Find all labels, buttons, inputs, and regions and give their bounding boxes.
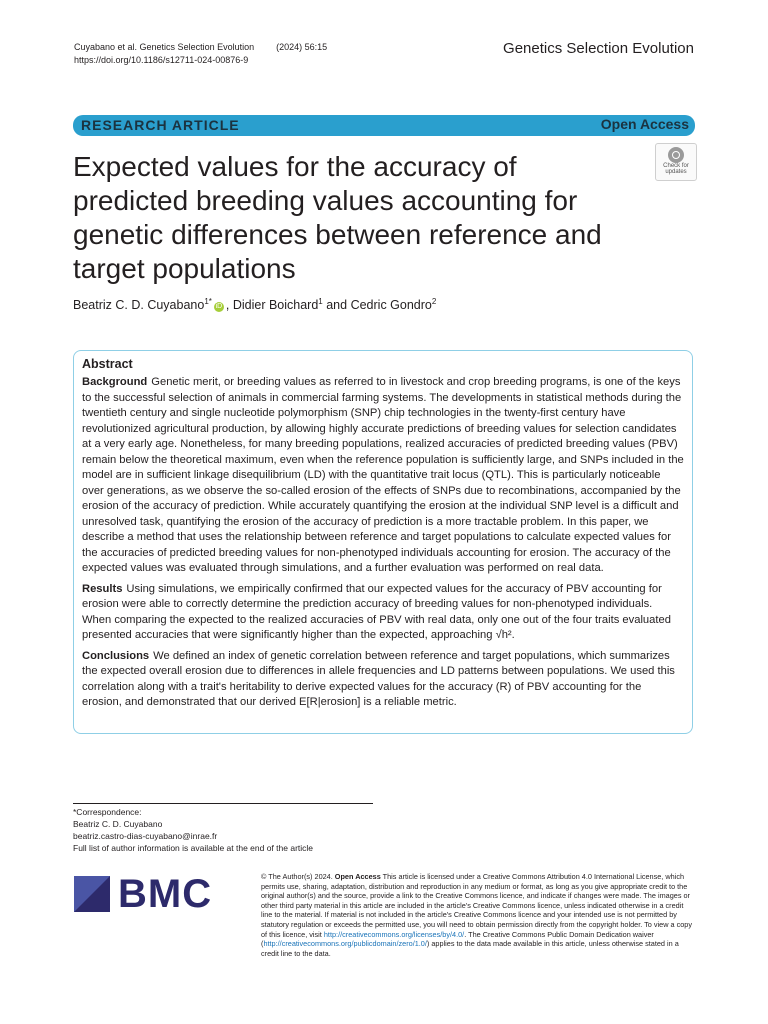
author-1[interactable]: Beatriz C. D. Cuyabano — [73, 298, 205, 313]
doi-link[interactable]: https://doi.org/10.1186/s12711-024-00876-9 — [74, 55, 249, 65]
license-body: This article is licensed under a Creative Commons Attribution 4.0 International License, which permits use, sharing, adaptation, distribution and reproduction in any medium or format, as long as you give appropriate credit to the original author(s) and the source, provide a link to the Creative Commons licence, and indicate if changes were made. The images or other third party material in this article are included in the article's Creative Commons licence, unless indicated otherwise in a credit line to the material. If material is not included in the article's Creative Commons licence and your intended use is not permitted by statutory regulation or exceeds the permitted use, you will need to obtain permission directly from the copyright holder. To view a copy of this licence, visit — [261, 872, 693, 939]
background-label: Background — [82, 376, 148, 388]
correspondence-name: Beatriz C. D. Cuyabano — [73, 819, 163, 829]
results-text: Using simulations, we empirically confirmed that our expected values for the accuracy of PBV accounting for erosion were able to correctly determine the prediction accuracy of breeding values for non-phenotyped individuals. When comparing the expected to the realized accuracies of PBV with real data, only one out of the four traits evaluated presented accuracies that were significantly higher than the expected, approaching √h². — [82, 582, 671, 641]
orcid-icon[interactable]: iD — [215, 303, 223, 311]
check-updates-line2: updates — [665, 169, 687, 175]
check-updates-line1: Check for — [663, 163, 689, 169]
license-cc0-link[interactable]: http://creativecommons.org/publicdomain/zero/1.0/ — [263, 939, 427, 949]
author-list: Beatriz C. D. Cuyabano$^{1*}$iD , Didier Boichard$^1$ and Cedric Gondro$^2$ — [73, 297, 437, 313]
correspondence-block — [73, 806, 313, 854]
running-header — [74, 41, 331, 67]
author-info-note: Full list of author information is available at the end of the article — [73, 843, 314, 853]
article-type: RESEARCH ARTICLE — [81, 117, 240, 133]
background-text: Genetic merit, or breeding values as referred to in livestock and crop breeding programs, is one of the keys to the successful selection of animals in commercial farming systems. The developments in statistical methods during the twentieth century and single nucleotide polymorphism (SNP) chip technologies in the twenty-first century have revolutionized agricultural production, by allowing highly accurate predictions of breeding values for selection candidates at a very early age. Nonetheless, for many breeding populations, realized accuracies of predicted breeding values (PBV) remain below the theoretical maximum, even when the reference population is sufficiently large, and SNPs included in the model are in sufficient linkage disequilibrium (LD) with the quantitative trait locus (QTL). This is particularly noticeable over generations, as we observe the so-called erosion of the effects of SNPs due to recombinations, accompanied by the erosion of the accuracy of prediction. While accurately quantifying the erosion at the individual SNP level is a difficult and unresolved task, quantifying the erosion of the accuracy of prediction is a more tractable problem. In this paper, we describe a method that uses the relationship between reference and target populations to calculate expected values for the accuracies of predicted breeding values for non-phenotyped individuals accounting for erosion. The accuracy of the expected values was evaluated through simulations, and a further evaluation was performed on real data. — [82, 376, 684, 574]
bmc-logo-text: BMC — [118, 872, 213, 916]
correspondence-label: *Correspondence: — [73, 807, 142, 817]
license-text — [261, 872, 694, 958]
correspondence-email[interactable]: beatriz.castro-dias-cuyabano@inrae.fr — [73, 831, 218, 841]
citation-authors: Cuyabano et al. Genetics Selection Evolution — [74, 42, 255, 52]
conclusions-label: Conclusions — [82, 649, 150, 662]
crossmark-icon — [668, 147, 684, 163]
conclusions-text: We defined an index of genetic correlation between reference and target populations, which summarizes the expected overall erosion due to differences in allele frequencies and LD patterns between populations. We used this correlation along with a trait's heritability to derive expected values for the accuracy (R) of PBV accounting for the erosion, and demonstrated that our derived E[R|erosion] is a reliable metric. — [82, 649, 675, 708]
author-2-affil: 1 — [318, 297, 323, 306]
bmc-logo — [74, 872, 214, 916]
abstract-conclusions — [82, 649, 684, 711]
abstract-heading: Abstract — [82, 357, 133, 371]
author-1-affil: 1* — [204, 297, 212, 306]
author-2[interactable]: Didier Boichard — [232, 298, 319, 313]
open-access-label: Open Access — [600, 116, 689, 132]
article-title: Expected values for the accuracy of predicted breeding values accounting for genetic differences between reference and target populations — [73, 151, 602, 284]
abstract-box — [73, 350, 693, 734]
author-3[interactable]: Cedric Gondro — [350, 298, 432, 313]
license-open-access: Open Access — [334, 872, 381, 881]
license-cc-by-link[interactable]: http://creativecommons.org/licenses/by/4.0/ — [323, 929, 465, 939]
license-body-3: ) applies to the data made available in this article, unless otherwise stated in a credit line to the data. — [261, 939, 679, 958]
footnote-divider — [73, 803, 373, 804]
article-type-banner — [73, 115, 695, 136]
results-label: Results — [82, 582, 123, 595]
journal-name: Genetics Selection Evolution — [503, 40, 694, 57]
check-for-updates-badge[interactable] — [655, 143, 697, 181]
bmc-logo-accent — [74, 876, 110, 912]
author-3-affil: 2 — [431, 297, 437, 306]
license-copyright: © The Author(s) 2024. — [261, 872, 333, 881]
citation-issue: (2024) 56:15 — [276, 42, 328, 52]
abstract-background — [82, 375, 684, 577]
license-body-2: . The Creative Commons Public Domain Dedication waiver ( — [261, 929, 654, 949]
author-separator: and — [326, 298, 348, 313]
abstract-results — [82, 582, 684, 644]
